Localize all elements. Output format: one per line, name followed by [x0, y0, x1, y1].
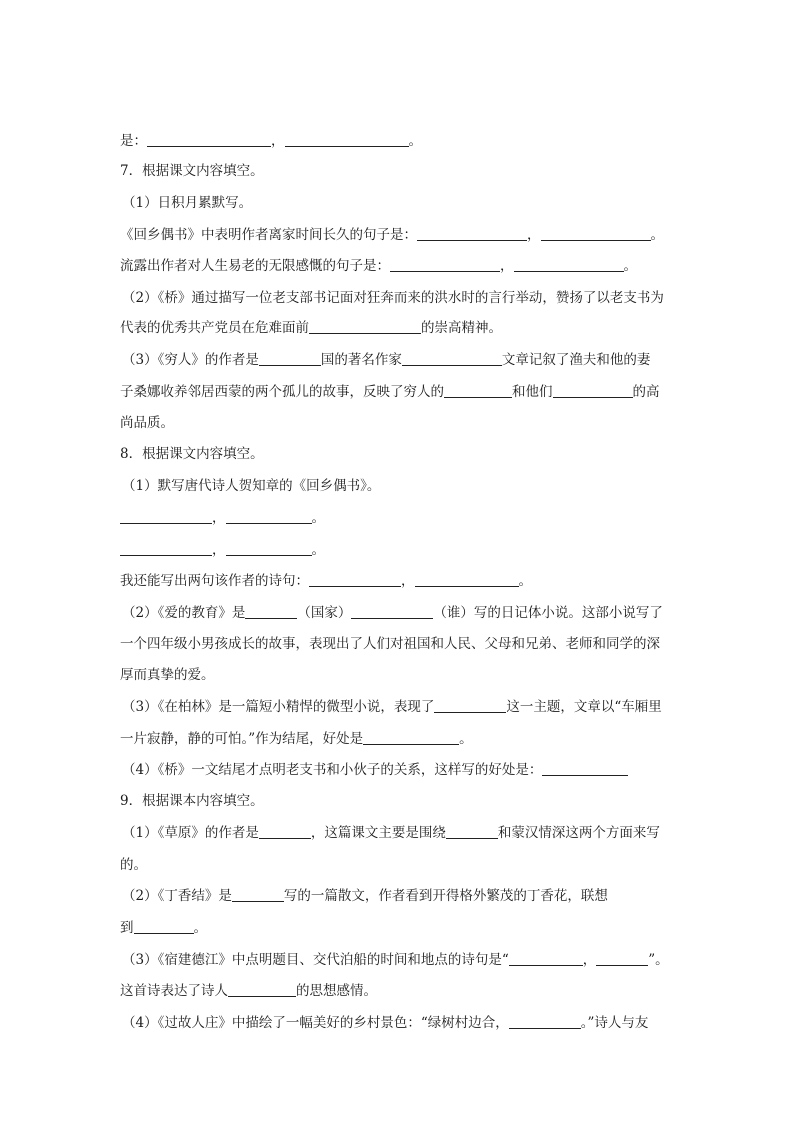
q8-3-line-2 — [120, 729, 680, 749]
text: 的崇高精神。 — [421, 320, 502, 336]
text: 。 — [311, 510, 325, 526]
q9-3-line-2 — [120, 981, 680, 1001]
answer-blank[interactable] — [245, 604, 297, 619]
answer-blank[interactable] — [259, 351, 321, 366]
question-8-title: 8．根据课文内容填空。 — [120, 446, 264, 462]
q8-3-line-1 — [122, 697, 682, 717]
text: 。 — [311, 542, 325, 558]
q9-3-line-1 — [122, 950, 682, 970]
answer-blank[interactable] — [509, 1014, 581, 1029]
q8-1-poem-line-1 — [120, 508, 680, 528]
text: （2）《爱的教育》是 — [122, 605, 246, 621]
q9-4-line-1 — [122, 1013, 682, 1033]
q9-2-line-1 — [122, 886, 682, 906]
text: （3）《宿建德江》中点明题目、交代泊船的时间和地点的诗句是“ — [122, 952, 509, 968]
answer-blank[interactable] — [444, 383, 512, 398]
text: （3）《在柏林》是一篇短小精悍的微型小说，表现了 — [122, 699, 435, 715]
text: 和蒙汉情深这两个方面来写 — [497, 825, 660, 841]
text: 文章记叙了渔夫和他的妻 — [501, 352, 651, 368]
q7-1-line-2 — [120, 256, 680, 276]
answer-blank[interactable] — [417, 226, 527, 241]
answer-blank[interactable] — [309, 319, 421, 334]
text: 。 — [193, 920, 207, 936]
q9-1-line-1 — [122, 823, 682, 843]
answer-blank[interactable] — [363, 730, 459, 745]
question-7-title: 7．根据课文内容填空。 — [120, 163, 264, 179]
q7-3-line-1 — [122, 350, 682, 370]
text: ， — [212, 510, 226, 526]
text: 《回乡偶书》中表明作者离家时间长久的句子是： — [120, 227, 417, 243]
answer-blank[interactable] — [542, 761, 628, 776]
q7-1-line-1 — [120, 225, 680, 245]
answer-blank[interactable] — [120, 509, 212, 524]
q8-2-line-3: 厚而真挚的爱。 — [120, 667, 215, 683]
q8-1-extra-line — [120, 571, 680, 591]
text: （国家） — [297, 605, 352, 621]
text: ， — [401, 573, 415, 589]
text: （4）《桥》一文结尾才点明老支书和小伙子的关系，这样写的好处是： — [122, 762, 543, 778]
text: （谁）写的日记体小说。这部小说写了 — [433, 605, 663, 621]
text: （2）《丁香结》是 — [122, 888, 232, 904]
text: 。 — [459, 731, 473, 747]
answer-blank[interactable] — [226, 541, 312, 556]
answer-blank[interactable] — [509, 951, 583, 966]
text: 。 — [650, 227, 664, 243]
text: （3）《穷人》的作者是 — [122, 352, 259, 368]
answer-blank[interactable] — [228, 982, 296, 997]
text: ， — [527, 227, 541, 243]
answer-blank[interactable] — [351, 604, 433, 619]
text: 的思想感情。 — [296, 983, 377, 999]
text: 一片寂静，静的可怕。”作为结尾，好处是 — [120, 731, 364, 747]
q7-2-line-1: （2）《桥》通过描写一位老支部书记面对狂奔而来的洪水时的言行举动，赞扬了以老支书为 — [122, 290, 664, 306]
answer-blank[interactable] — [514, 257, 624, 272]
text: ，这篇课文主要是围绕 — [310, 825, 446, 841]
q8-2-line-1 — [122, 603, 682, 623]
q8-1-poem-line-2 — [120, 540, 680, 560]
answer-blank[interactable] — [541, 226, 651, 241]
text: 和他们 — [512, 384, 553, 400]
q7-2-line-2 — [120, 318, 680, 338]
q8-4-line-1 — [122, 760, 682, 780]
question-9-title: 9．根据课本内容填空。 — [120, 793, 264, 809]
answer-blank[interactable] — [553, 383, 633, 398]
text: 我还能写出两句该作者的诗句： — [120, 573, 309, 589]
answer-blank[interactable] — [434, 698, 506, 713]
answer-blank[interactable] — [120, 541, 212, 556]
answer-blank[interactable] — [226, 509, 312, 524]
answer-blank[interactable] — [134, 919, 194, 934]
answer-blank[interactable] — [402, 351, 502, 366]
text: （4）《过故人庄》中描绘了一幅美好的乡村景色：“绿树村边合， — [122, 1015, 509, 1031]
text: ”。 — [648, 952, 669, 968]
question-8-1-label: （1）默写唐代诗人贺知章的《回乡偶书》。 — [122, 478, 381, 494]
question-7-1-label: （1）日积月累默写。 — [122, 195, 253, 211]
text: ， — [271, 133, 285, 149]
text: ， — [582, 952, 597, 968]
text: 这一主题，文章以“车厢里 — [506, 699, 662, 715]
q7-3-line-3: 尚品质。 — [120, 415, 174, 431]
text: 。”诗人与友 — [580, 1015, 649, 1031]
answer-blank[interactable] — [309, 572, 401, 587]
answer-blank[interactable] — [232, 887, 284, 902]
text: 子桑娜收养邻居西蒙的两个孤儿的故事，反映了穷人的 — [120, 384, 444, 400]
text: 国的著名作家 — [320, 352, 402, 368]
text: 到 — [120, 920, 134, 936]
text: （1）《草原》的作者是 — [122, 825, 259, 841]
q9-1-line-2: 的。 — [120, 857, 147, 873]
answer-blank[interactable] — [446, 824, 498, 839]
answer-blank[interactable] — [596, 951, 648, 966]
text: 。 — [518, 573, 532, 589]
text: ， — [212, 542, 226, 558]
q6-answer-line — [120, 131, 680, 151]
answer-blank[interactable] — [415, 572, 519, 587]
text: 。 — [408, 133, 422, 149]
answer-blank[interactable] — [147, 132, 271, 147]
text: 是： — [120, 133, 147, 149]
answer-blank[interactable] — [259, 824, 311, 839]
text: 代表的优秀共产党员在危难面前 — [120, 320, 309, 336]
text: 的高 — [632, 384, 660, 400]
text: 。 — [623, 258, 637, 274]
q8-2-line-2: 一个四年级小男孩成长的故事，表现出了人们对祖国和人民、父母和兄弟、老师和同学的深 — [120, 636, 660, 652]
text: ， — [500, 258, 514, 274]
text: 写的一篇散文，作者看到开得格外繁茂的丁香花，联想 — [283, 888, 608, 904]
text: 这首诗表达了诗人 — [120, 983, 228, 999]
text: 流露出作者对人生易老的无限感慨的句子是： — [120, 258, 390, 274]
answer-blank[interactable] — [285, 132, 409, 147]
q9-2-line-2 — [120, 918, 680, 938]
q7-3-line-2 — [120, 382, 680, 402]
answer-blank[interactable] — [390, 257, 500, 272]
